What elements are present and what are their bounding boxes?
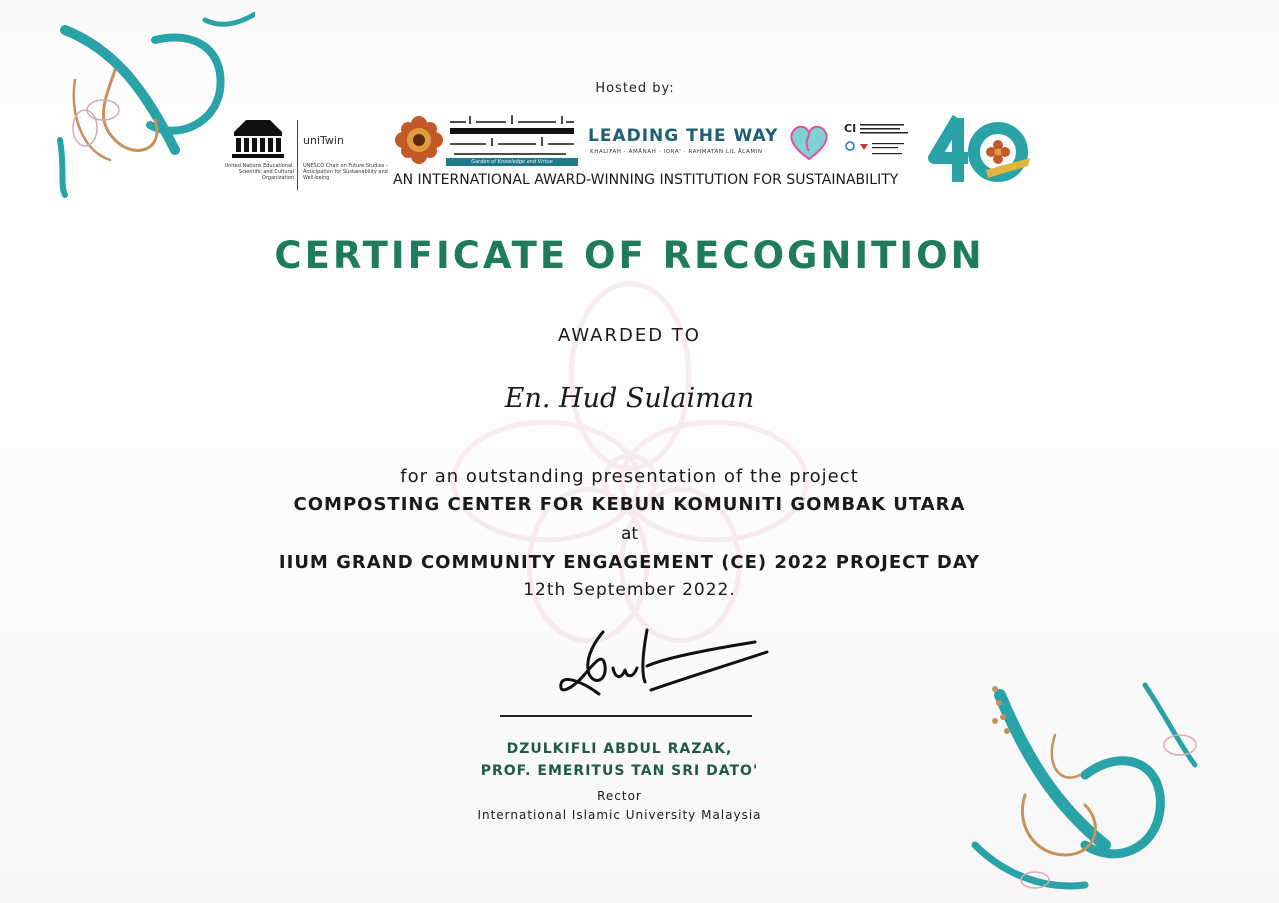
leading-the-way-title: LEADING THE WAY: [588, 126, 779, 146]
institution-tagline: AN INTERNATIONAL AWARD-WINNING INSTITUTION FOR SUSTAINABILITY: [393, 172, 899, 188]
event-date: 12th September 2022.: [523, 580, 736, 600]
signatory-institution: International Islamic University Malaysia: [477, 808, 762, 822]
project-name: COMPOSTING CENTER FOR KEBUN KOMUNITI GOMBAK UTARA: [293, 494, 966, 515]
unitwin-logo-text: uniTwin: [303, 134, 344, 147]
watermark-flower-icon: [420, 250, 840, 670]
leading-the-way-subtitle: KHALIFAH · AMĀNAH · IQRA' · RAHMATAN LIL ĀLAMIN: [590, 149, 763, 155]
signature-line: [500, 715, 752, 717]
svg-text:CI: CI: [844, 122, 857, 135]
hosted-by-label: Hosted by:: [595, 81, 675, 96]
heart-logo-icon: [786, 123, 832, 163]
certificate-title: CERTIFICATE OF RECOGNITION: [274, 234, 985, 277]
unesco-caption: United Nations Educational, Scientific and Cultural Organization: [224, 163, 294, 181]
40th-anniversary-logo-icon: [928, 112, 1038, 188]
awarded-to-label: AWARDED TO: [558, 325, 701, 346]
recognition-reason: for an outstanding presentation of the project: [400, 466, 859, 487]
event-name: IIUM GRAND COMMUNITY ENGAGEMENT (CE) 2022 PROJECT DAY: [278, 552, 981, 573]
unesco-logo-icon: [218, 118, 298, 193]
un-university-logo-icon: [842, 120, 912, 162]
logo-divider: [297, 120, 298, 190]
signatory-role: Rector: [597, 789, 642, 803]
signatory-title: PROF. EMERITUS TAN SRI DATO': [480, 763, 759, 779]
signatory-name: DZULKIFLI ABDUL RAZAK,: [506, 741, 733, 757]
iium-motto-bar: Garden of Knowledge and Virtue: [446, 158, 578, 166]
recipient-name: En. Hud Sulaiman: [504, 383, 755, 414]
at-label: at: [620, 524, 639, 544]
iium-emblem-icon: [393, 114, 445, 166]
calligraphy-corner-bottom-right-icon: [965, 675, 1215, 900]
signature-icon: [555, 622, 770, 712]
unitwin-caption: UNESCO Chair on Future Studies - Anticipation for Sustainability and Well-being: [303, 163, 388, 181]
